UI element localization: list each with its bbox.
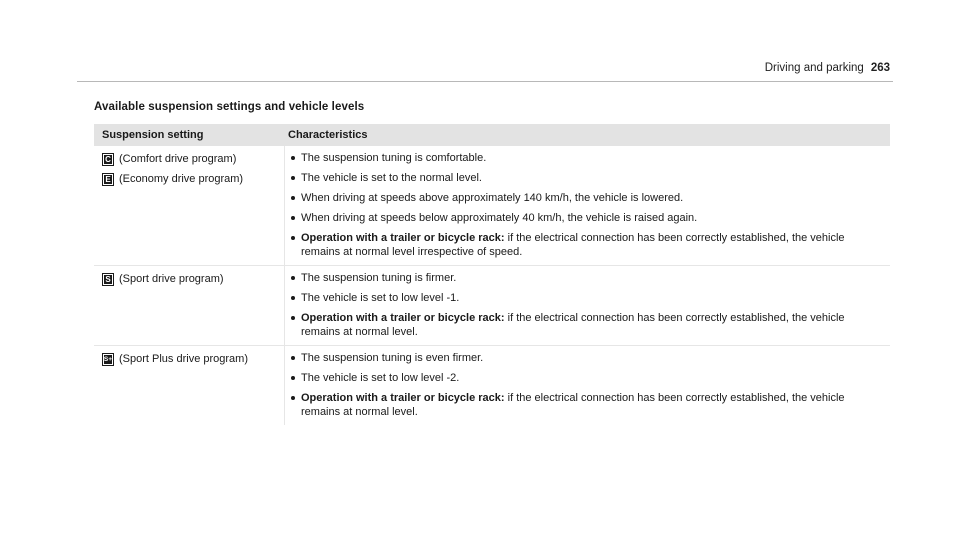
list-item: Operation with a trailer or bicycle rack: if the electrical connection has been correctly established, the vehicle remains at normal level. [288,311,884,339]
running-header [765,62,890,74]
list-item: When driving at speeds above approximately 140 km/h, the vehicle is lowered. [288,191,884,205]
characteristics-cell [284,266,890,345]
mode-label: (Sport Plus drive program) [119,353,248,365]
list-item: The suspension tuning is firmer. [288,271,884,285]
column-header-characteristics: Characteristics [288,129,368,141]
comfort-mode-icon: C [102,153,114,166]
list-item: Operation with a trailer or bicycle rack: if the electrical connection has been correctly established, the vehicle remains at normal level. [288,391,884,419]
list-item: When driving at speeds below approximately 40 km/h, the vehicle is raised again. [288,211,884,225]
mode-label: (Economy drive program) [119,173,244,185]
list-item: The vehicle is set to low level -2. [288,371,884,385]
table-row [94,346,890,425]
header-rule [77,81,893,82]
mode-entry [102,272,284,286]
sport-mode-icon: S [102,273,114,286]
list-item: The vehicle is set to low level -1. [288,291,884,305]
list-item: The suspension tuning is even firmer. [288,351,884,365]
column-header-setting: Suspension setting [102,129,204,141]
table-row [94,266,890,346]
mode-entry [102,352,284,366]
mode-entry [102,152,284,166]
mode-entry [102,172,284,186]
section-title: Available suspension settings and vehicle levels [94,101,365,113]
sport-plus-mode-icon: S+ [102,353,114,366]
list-item: The suspension tuning is comfortable. [288,151,884,165]
setting-cell [94,346,284,425]
setting-cell [94,266,284,345]
list-item: Operation with a trailer or bicycle rack: if the electrical connection has been correctly established, the vehicle remains at normal level irrespective of speed. [288,231,884,259]
table-header [94,124,890,146]
mode-label: (Comfort drive program) [119,153,237,165]
suspension-table [94,124,890,425]
page-number: 263 [870,62,890,74]
setting-cell [94,146,284,265]
mode-label: (Sport drive program) [119,273,224,285]
list-item: The vehicle is set to the normal level. [288,171,884,185]
chapter-title: Driving and parking [764,62,864,74]
characteristics-cell [284,146,890,265]
characteristics-cell [284,346,890,425]
table-row [94,146,890,266]
economy-mode-icon: E [102,173,114,186]
